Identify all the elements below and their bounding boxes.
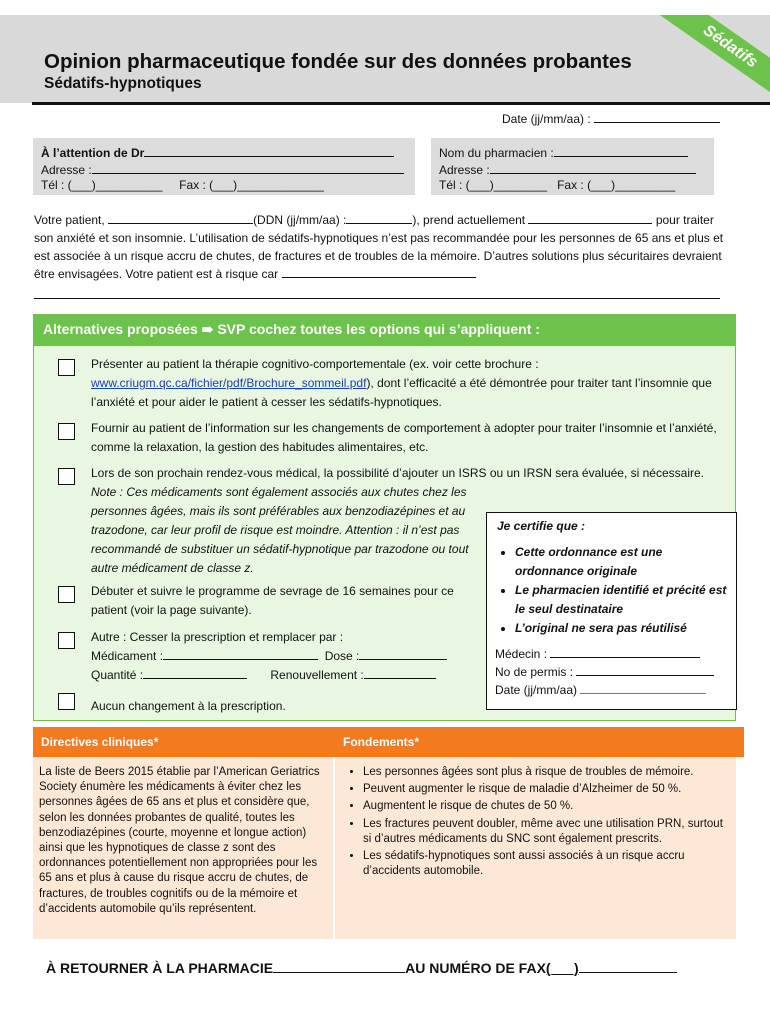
permit-label: No de permis : xyxy=(495,665,574,679)
option-ssri-note: Note : Ces médicaments sont également associés aux chutes chez les personnes âgées, mais ils sont préférables aux benzodiazépines et au trazodone, car leur profil de risque est moindre. Attention : il n’est pas recommandé de substituer un sédatif-hypnotique par trazodone ou tout autre médicament de classe z. xyxy=(91,485,469,575)
risk-reason-line-2[interactable] xyxy=(34,298,720,299)
pharmacist-fax-label: Fax : (___)_________ xyxy=(557,178,676,192)
rationale-list xyxy=(335,765,723,879)
permit-line[interactable] xyxy=(576,663,714,676)
dose-label: Dose : xyxy=(324,649,360,663)
option-cbt-checkbox[interactable] xyxy=(58,359,75,376)
doctor-fax-label: Fax : (___)_____________ xyxy=(179,178,324,192)
doctor-name-line[interactable] xyxy=(144,144,394,157)
patient-name-line[interactable] xyxy=(108,211,253,224)
medication-label: Médicament : xyxy=(91,649,164,663)
intro-text-1: Votre patient, xyxy=(34,213,105,227)
brochure-link[interactable]: www.criugm.qc.ca/fichier/pdf/Brochure_sommeil.pdf xyxy=(91,376,367,390)
cert-date-line[interactable] xyxy=(580,681,706,694)
pharmacist-info-box xyxy=(431,138,714,195)
doctor-attention-label: À l’attention de Dr xyxy=(41,146,145,160)
option-taper-text: Débuter et suivre le programme de sevrage de 16 semaines pour ce patient (voir la page suivante). xyxy=(91,584,454,617)
option-cbt-text xyxy=(91,355,727,412)
certification-item: • Le pharmacien identifié et précité est le seul destinataire xyxy=(515,581,730,619)
option-other-label: Autre : Cesser la prescription et remplacer par : xyxy=(91,630,344,644)
rationale-heading: Fondements* xyxy=(335,727,744,757)
pharmacy-name-line[interactable] xyxy=(273,957,405,973)
option-no-change-text: Aucun changement à la prescription. xyxy=(91,699,286,713)
current-medication-line[interactable] xyxy=(528,211,652,224)
option-no-change-checkbox[interactable] xyxy=(58,693,75,710)
fax-number-label: AU NUMÉRO DE FAX xyxy=(405,960,546,976)
guidelines-heading: Directives cliniques* xyxy=(33,727,341,757)
fax-area-code[interactable]: (___) xyxy=(545,960,579,976)
doctor-address-label: Adresse : xyxy=(41,163,92,177)
certification-item: • Cette ordonnance est une ordonnance originale xyxy=(515,543,730,581)
doctor-signature-label: Médecin : xyxy=(495,647,548,661)
cert-date-label: Date (jj/mm/aa) xyxy=(495,683,578,697)
doctor-signature-line[interactable] xyxy=(550,645,700,658)
doctor-address-line[interactable] xyxy=(92,161,404,174)
option-information-checkbox[interactable] xyxy=(58,423,75,440)
option-other-checkbox[interactable] xyxy=(58,632,75,649)
rationale-item: • Les sédatifs-hypnotiques sont aussi associés à un risque accru d’accidents automobile. xyxy=(363,849,723,879)
rationale-item: • Les personnes âgées sont plus à risque de troubles de mémoire. xyxy=(363,765,723,780)
patient-dob-line[interactable] xyxy=(346,211,412,224)
option-ssri-text-a: Lors de son prochain rendez-vous médical, la possibilité d’ajouter un ISRS ou un IRSN sera évaluée, si nécessaire. xyxy=(91,466,704,480)
patient-paragraph xyxy=(34,211,724,283)
quantity-line[interactable] xyxy=(143,666,247,679)
pharmacist-name-line[interactable] xyxy=(554,144,688,157)
guidelines-text: La liste de Beers 2015 établie par l’American Geriatrics Society énumère les médicaments à éviter chez les personnes âgées de 65 ans et plus et considère que, selon les données probantes de qualité, toutes les benzodiazépines (courte, moyenne et longue action) ainsi que les hypnotiques de classe z sont des ordonnances potentiellement non appropriées pour les 65 ans et plus à cause du risque accru de chutes, de fractures, de troubles cognitifs ou de la mémoire et d’accidents automobile qu’ils représentent. xyxy=(39,766,320,915)
certification-item: • L’original ne sera pas réutilisé xyxy=(515,619,730,638)
medication-line[interactable] xyxy=(163,647,318,660)
pharmacist-address-label: Adresse : xyxy=(439,163,490,177)
date-field[interactable] xyxy=(502,110,720,126)
certification-title: Je certifie que : xyxy=(497,519,586,533)
option-information-text: Fournir au patient de l’information sur les changements de comportement à adopter pour traiter l’insomnie et l’anxiété, comme la relaxation, la gestion des habitudes alimentaires, etc. xyxy=(91,421,717,454)
renewal-line[interactable] xyxy=(364,666,436,679)
date-input-line[interactable] xyxy=(594,110,720,123)
fax-number-line[interactable] xyxy=(579,957,677,973)
quantity-label: Quantité : xyxy=(91,668,144,682)
risk-reason-line[interactable] xyxy=(282,265,476,278)
option-cbt-text-b: ), dont l’efficacité a été démontrée pour traiter tant l’insomnie que l’anxiété et pour aider le patient à cesser les sédatifs-hypnotiques. xyxy=(91,376,712,409)
guidelines-panel xyxy=(33,757,333,939)
option-taper-checkbox[interactable] xyxy=(58,586,75,603)
doctor-info-box xyxy=(33,138,415,195)
rationale-item: • Peuvent augmenter le risque de maladie d’Alzheimer de 50 %. xyxy=(363,782,723,797)
signature-fields xyxy=(495,645,714,699)
pharmacist-tel-label: Tél : (___)________ xyxy=(439,178,548,192)
page-subtitle: Sédatifs-hypnotiques xyxy=(44,75,202,92)
pharmacist-address-line[interactable] xyxy=(490,161,696,174)
page-title: Opinion pharmaceutique fondée sur des données probantes xyxy=(44,50,632,73)
option-other-text xyxy=(91,628,477,685)
alternatives-heading: Alternatives proposées ➠ SVP cochez toutes les options qui s’appliquent : xyxy=(33,314,736,345)
category-ribbon: Sédatifs xyxy=(632,15,770,103)
rationale-item: • Les fractures peuvent doubler, même avec une utilisation PRN, surtout si d’autres médicaments du SNC sont également prescrits. xyxy=(363,817,723,847)
return-to-pharmacy-label: À RETOURNER À LA PHARMACIE xyxy=(46,960,274,976)
option-cbt-text-a: Présenter au patient la thérapie cognitivo-comportementale (ex. voir cette brochure : xyxy=(91,357,539,371)
intro-text-4: pour traiter son anxiété et son insomnie. L’utilisation de sédatifs-hypnotiques n’est pas recommandée pour les personnes de 65 ans et plus et est associée à un risque accru de chutes, de fractures et de troubles de la mémoire. D’autres solutions plus sécuritaires devraient être envisagées. Votre patient est à risque car xyxy=(34,213,724,281)
intro-text-3: ), prend actuellement xyxy=(412,213,526,227)
intro-text-2: (DDN (jj/mm/aa) : xyxy=(253,213,347,227)
header-divider xyxy=(32,102,770,105)
dose-line[interactable] xyxy=(359,647,447,660)
doctor-tel-label: Tél : (___)__________ xyxy=(41,178,163,192)
return-instructions xyxy=(46,957,677,976)
date-label: Date (jj/mm/aa) : xyxy=(502,112,591,126)
rationale-panel xyxy=(335,757,736,939)
renewal-label: Renouvellement : xyxy=(270,668,364,682)
certification-box xyxy=(486,512,737,710)
option-ssri-checkbox[interactable] xyxy=(58,468,75,485)
rationale-item: • Augmentent le risque de chutes de 50 %. xyxy=(363,799,723,814)
pharmacist-name-label: Nom du pharmacien : xyxy=(439,146,554,160)
certification-list xyxy=(499,543,730,638)
